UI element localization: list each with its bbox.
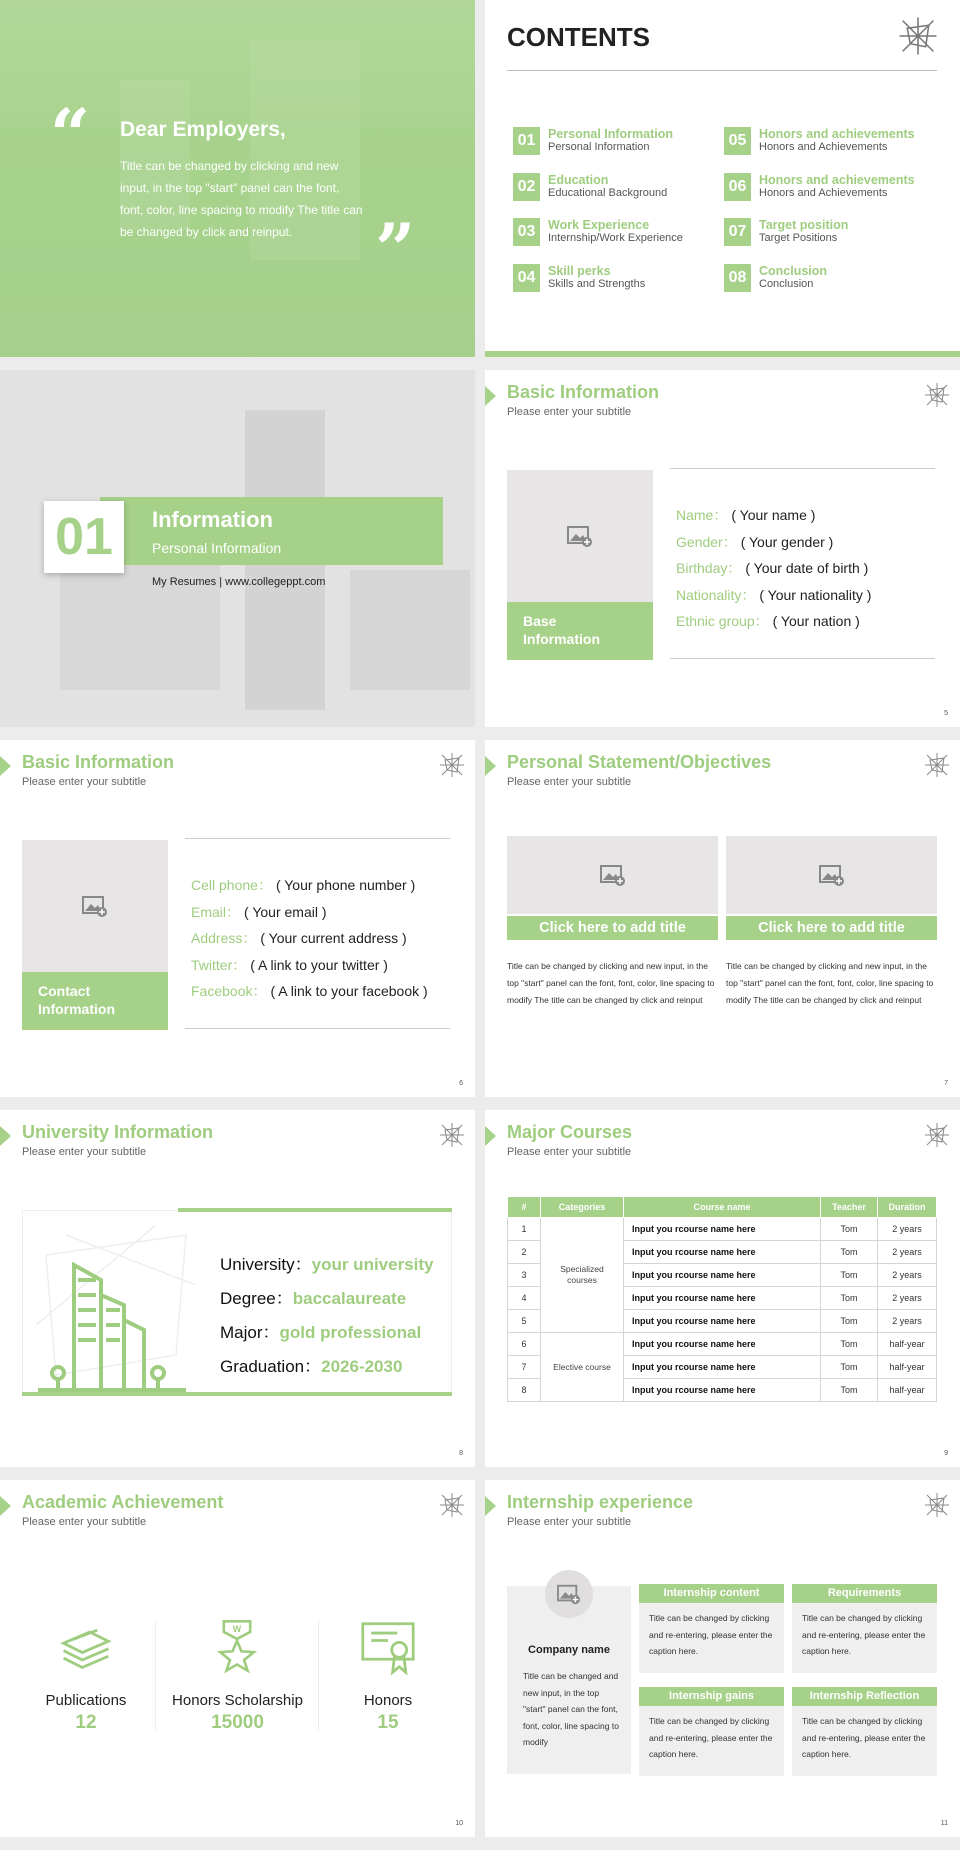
info-key: Ethnic group：	[676, 613, 769, 629]
info-row[interactable]	[676, 558, 868, 578]
page-number: 9	[944, 1450, 948, 1457]
university-key: University：	[220, 1255, 312, 1274]
card-image-placeholder[interactable]	[507, 836, 718, 914]
university-key: Graduation：	[220, 1357, 322, 1376]
box-label: Contact Information	[22, 972, 168, 1030]
university-value: 2026-2030	[321, 1357, 403, 1376]
slide-major-courses	[485, 1110, 960, 1467]
achievement-value: 15000	[211, 1712, 264, 1733]
contents-rule	[507, 70, 937, 71]
internship-box-title: Requirements	[792, 1584, 937, 1603]
university-row[interactable]	[220, 1250, 434, 1275]
info-row[interactable]	[676, 585, 871, 605]
slide-academic-achievement	[0, 1480, 475, 1837]
courses-table	[507, 1196, 937, 1402]
contents-item[interactable]	[724, 127, 934, 157]
achievement-label: Honors Scholarship	[172, 1692, 303, 1709]
col-header-num: #	[508, 1197, 541, 1218]
info-row[interactable]	[676, 505, 815, 525]
info-value: ( Your date of birth )	[745, 560, 869, 576]
contents-item-subtitle: Personal Information	[548, 141, 650, 153]
internship-box-text: Title can be changed by clicking and re-entering, please enter the caption here.	[802, 1716, 926, 1759]
logo-icon	[924, 752, 950, 778]
internship-box-title: Internship Reflection	[792, 1687, 937, 1706]
page-number: 7	[944, 1080, 948, 1087]
slide-subtitle: Please enter your subtitle	[507, 776, 632, 788]
contents-item[interactable]	[513, 127, 723, 157]
contents-item-title: Education	[548, 172, 609, 187]
internship-box-text: Title can be changed by clicking and re-entering, please enter the caption here.	[649, 1716, 773, 1759]
contents-item-title: Honors and achievements	[759, 127, 915, 141]
company-name: Company name	[528, 1644, 610, 1656]
cell-teacher: Tom	[821, 1241, 878, 1264]
cell-teacher: Tom	[821, 1264, 878, 1287]
title-marker-icon	[0, 1496, 11, 1516]
slide-basic-info-2	[0, 740, 475, 1097]
table-row	[508, 1218, 937, 1241]
cell-number: 4	[508, 1287, 541, 1310]
image-icon	[599, 863, 627, 887]
info-bottom-rule	[670, 658, 935, 659]
contents-item-title: Skill perks	[548, 263, 611, 278]
cell-course-name[interactable]: Input you rcourse name here	[624, 1333, 821, 1356]
slide-subtitle: Please enter your subtitle	[22, 776, 147, 788]
col-header-course-name: Course name	[624, 1197, 821, 1218]
page-number: 6	[459, 1080, 463, 1087]
contents-item-number: 05	[724, 127, 751, 155]
cell-course-name[interactable]: Input you rcourse name here	[624, 1287, 821, 1310]
slide-title: Major Courses	[507, 1122, 633, 1142]
cell-teacher: Tom	[821, 1218, 878, 1241]
cell-duration: half-year	[878, 1356, 937, 1379]
cover-body: Title can be changed by clicking and new input, in the top "start" panel can the font, font, color, line spacing to modify The title can be changed by click and reinput.	[120, 159, 363, 239]
contents-item-subtitle: Educational Background	[548, 186, 668, 199]
info-key: Name：	[676, 507, 728, 523]
info-key: Nationality：	[676, 586, 756, 603]
logo-icon	[924, 382, 950, 408]
page-number: 5	[944, 710, 948, 717]
svg-text:W: W	[232, 1623, 242, 1634]
contents-item-title: Work Experience	[548, 218, 650, 232]
contents-item[interactable]	[724, 218, 934, 248]
info-key: Birthday：	[676, 560, 742, 576]
cell-category: Specialized courses	[541, 1218, 624, 1333]
slide-title: University Information	[22, 1122, 214, 1142]
col-header-duration: Duration	[878, 1197, 937, 1218]
info-bottom-rule	[185, 1028, 450, 1029]
contents-item-number: 02	[513, 173, 540, 201]
cell-duration: 2 years	[878, 1310, 937, 1333]
info-row[interactable]	[191, 981, 428, 1001]
card-text: Title can be changed by clicking and new input, in the top "start" panel can the font, font, color, line spacing to modify The title can be changed by click and reinput	[726, 961, 934, 1005]
slide-internship	[485, 1480, 960, 1837]
cell-course-name[interactable]: Input you rcourse name here	[624, 1379, 821, 1402]
photo-placeholder[interactable]	[22, 840, 168, 972]
info-value: ( Your email )	[244, 903, 327, 920]
page-number: 11	[940, 1820, 948, 1827]
university-value: your university	[311, 1255, 434, 1274]
books-icon	[58, 1622, 114, 1670]
contents-item-subtitle: Conclusion	[759, 277, 814, 290]
info-value: ( Your phone number )	[275, 877, 416, 893]
open-quote-icon: “	[50, 93, 91, 176]
table-row	[508, 1333, 937, 1356]
table-header-row	[508, 1197, 937, 1218]
info-row[interactable]	[191, 928, 407, 948]
card-title-button[interactable]: Click here to add title	[507, 916, 718, 940]
col-header-categories: Categories	[541, 1197, 624, 1218]
logo-icon	[898, 16, 938, 56]
info-key: Cell phone：	[191, 877, 272, 893]
cell-number: 2	[508, 1241, 541, 1264]
slide-subtitle: Please enter your subtitle	[507, 406, 632, 418]
contents-item-title: Conclusion	[759, 263, 828, 278]
cell-number: 8	[508, 1379, 541, 1402]
company-logo-placeholder[interactable]	[545, 1570, 593, 1618]
image-icon	[81, 894, 109, 918]
title-marker-icon	[485, 1496, 496, 1516]
contents-item-subtitle: Honors and Achievements	[759, 141, 888, 153]
buildings-icon	[36, 1225, 196, 1395]
info-key: Email：	[191, 903, 241, 920]
slide-basic-info-1	[485, 370, 960, 727]
university-key: Degree：	[220, 1289, 293, 1308]
title-marker-icon	[0, 756, 11, 776]
info-value: ( Your nation )	[772, 613, 860, 629]
contents-item[interactable]	[724, 173, 934, 203]
contents-item-title: Honors and achievements	[759, 172, 915, 187]
info-row[interactable]	[676, 611, 860, 631]
close-quote-icon: ”	[375, 208, 416, 291]
slide-cover	[0, 0, 475, 357]
contents-item-number: 07	[724, 218, 751, 246]
section-subtitle: Personal Information	[152, 540, 282, 556]
cell-number: 5	[508, 1310, 541, 1333]
cell-number: 7	[508, 1356, 541, 1379]
col-header-teacher: Teacher	[821, 1197, 878, 1218]
cell-number: 1	[508, 1218, 541, 1241]
slide-title: Academic Achievement	[22, 1492, 224, 1512]
contents-item-number: 03	[513, 218, 540, 246]
contents-bottom-bar	[485, 351, 960, 357]
info-top-rule	[670, 468, 935, 469]
logo-icon	[439, 752, 465, 778]
contents-item[interactable]	[724, 264, 934, 294]
slide-subtitle: Please enter your subtitle	[507, 1146, 632, 1158]
info-key: Facebook：	[191, 983, 267, 999]
contents-item-subtitle: Target Positions	[759, 232, 838, 244]
image-icon	[556, 1583, 582, 1605]
card-image-placeholder[interactable]	[726, 836, 937, 914]
university-top-bar	[178, 1208, 452, 1212]
cell-teacher: Tom	[821, 1287, 878, 1310]
achievement-label: Publications	[45, 1692, 127, 1709]
cell-teacher: Tom	[821, 1356, 878, 1379]
contents-item[interactable]	[513, 264, 723, 294]
photo-placeholder[interactable]	[507, 470, 653, 602]
slide-subtitle: Please enter your subtitle	[22, 1146, 147, 1158]
logo-icon	[924, 1122, 950, 1148]
slide-title: Basic Information	[22, 752, 175, 772]
achievement-label: Honors	[363, 1692, 413, 1709]
cell-duration: half-year	[878, 1333, 937, 1356]
title-marker-icon	[485, 756, 496, 776]
contents-item-number: 06	[724, 173, 751, 201]
image-icon	[818, 863, 846, 887]
info-value: ( A link to your twitter )	[250, 956, 388, 973]
section-number: 01	[55, 508, 113, 566]
contents-item-title: Personal Information	[548, 127, 674, 141]
slide-contents	[485, 0, 960, 357]
achievement-value: 15	[377, 1712, 399, 1733]
info-value: ( Your name )	[731, 507, 816, 523]
cell-course-name[interactable]: Input you rcourse name here	[624, 1218, 821, 1241]
cell-teacher: Tom	[821, 1333, 878, 1356]
contents-item[interactable]	[513, 218, 723, 248]
title-marker-icon	[485, 386, 496, 406]
internship-box-text: Title can be changed by clicking and re-entering, please enter the caption here.	[649, 1613, 773, 1656]
university-row[interactable]	[220, 1284, 406, 1309]
logo-icon	[924, 1492, 950, 1518]
info-row[interactable]	[676, 532, 833, 552]
university-value: baccalaureate	[292, 1289, 407, 1308]
logo-icon	[439, 1122, 465, 1148]
contents-title: CONTENTS	[507, 22, 650, 52]
title-marker-icon	[485, 1126, 496, 1146]
box-label: Base Information	[507, 602, 653, 660]
medal-icon	[215, 1618, 259, 1674]
slide-subtitle: Please enter your subtitle	[22, 1516, 147, 1528]
cell-duration: 2 years	[878, 1287, 937, 1310]
cell-number: 6	[508, 1333, 541, 1356]
section-number-box	[44, 501, 124, 573]
image-icon	[566, 524, 594, 548]
cell-teacher: Tom	[821, 1310, 878, 1333]
info-row[interactable]	[191, 955, 388, 975]
cell-category: Elective course	[541, 1333, 624, 1402]
cell-teacher: Tom	[821, 1379, 878, 1402]
info-value: ( A link to your facebook )	[270, 983, 428, 999]
title-marker-icon	[0, 1126, 11, 1146]
info-row[interactable]	[191, 902, 327, 922]
cell-course-name[interactable]: Input you rcourse name here	[624, 1264, 821, 1287]
slide-title: Internship experience	[507, 1492, 694, 1512]
contents-item-subtitle: Internship/Work Experience	[548, 232, 683, 244]
slide-personal-statement	[485, 740, 960, 1097]
internship-box-title: Internship gains	[639, 1687, 784, 1706]
cover-title: Dear Employers,	[120, 118, 286, 141]
university-row[interactable]	[220, 1318, 421, 1343]
info-key: Gender：	[676, 533, 737, 550]
contents-item-number: 08	[724, 264, 751, 292]
info-row[interactable]	[191, 875, 415, 895]
info-value: ( Your nationality )	[759, 586, 872, 603]
slide-title: Personal Statement/Objectives	[507, 752, 772, 772]
page-number: 8	[459, 1450, 463, 1457]
certificate-icon	[360, 1620, 416, 1676]
divider	[318, 1620, 319, 1730]
cell-duration: 2 years	[878, 1218, 937, 1241]
slide-title: Basic Information	[507, 382, 660, 402]
slide-section	[0, 370, 475, 727]
contents-item-subtitle: Skills and Strengths	[548, 277, 646, 290]
logo-icon	[439, 1492, 465, 1518]
contents-item-number: 01	[513, 127, 540, 155]
contents-item-title: Target position	[759, 218, 849, 232]
info-top-rule	[185, 838, 450, 839]
university-value: gold professional	[279, 1323, 422, 1342]
info-value: ( Your current address )	[260, 930, 407, 946]
slide-subtitle: Please enter your subtitle	[507, 1516, 632, 1528]
internship-box-text: Title can be changed by clicking and re-entering, please enter the caption here.	[802, 1613, 926, 1656]
card-text: Title can be changed by clicking and new input, in the top "start" panel can the font, font, color, line spacing to modify The title can be changed by click and reinput	[507, 961, 715, 1005]
cell-duration: 2 years	[878, 1241, 937, 1264]
cell-duration: half-year	[878, 1379, 937, 1402]
divider	[155, 1620, 156, 1730]
company-text: Title can be changed and new input, in the top "start" panel can the font, font, color, line spacing to modify	[523, 1671, 619, 1747]
cell-duration: 2 years	[878, 1264, 937, 1287]
info-key: Twitter：	[191, 956, 247, 973]
contents-item-subtitle: Honors and Achievements	[759, 186, 888, 199]
section-footer: My Resumes | www.collegeppt.com	[152, 576, 326, 588]
cell-number: 3	[508, 1264, 541, 1287]
info-key: Address：	[191, 930, 257, 946]
page-number: 10	[455, 1820, 463, 1827]
info-value: ( Your gender )	[740, 533, 834, 550]
university-key: Major：	[220, 1323, 280, 1342]
slide-university	[0, 1110, 475, 1467]
internship-box-title: Internship content	[639, 1584, 784, 1603]
cell-course-name[interactable]: Input you rcourse name here	[624, 1356, 821, 1379]
cell-course-name[interactable]: Input you rcourse name here	[624, 1310, 821, 1333]
cell-course-name[interactable]: Input you rcourse name here	[624, 1241, 821, 1264]
card-title-button[interactable]: Click here to add title	[726, 916, 937, 940]
achievement-value: 12	[75, 1712, 97, 1733]
section-title: Information	[152, 507, 273, 532]
contents-item[interactable]	[513, 173, 723, 203]
university-row[interactable]	[220, 1352, 402, 1377]
contents-item-number: 04	[513, 264, 540, 292]
